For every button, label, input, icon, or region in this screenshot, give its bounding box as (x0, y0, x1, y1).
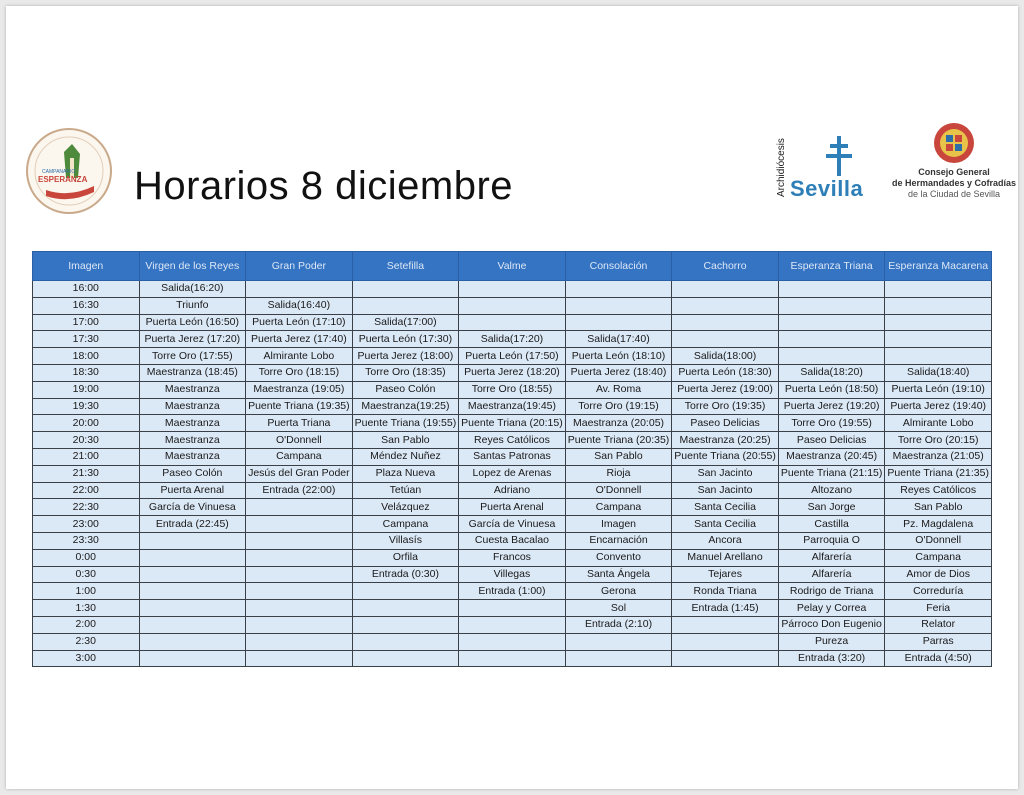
schedule-cell: Almirante Lobo (246, 348, 353, 365)
schedule-cell (139, 616, 246, 633)
table-row (33, 482, 992, 499)
schedule-cell: San Jorge (778, 499, 885, 516)
time-cell: 18:00 (33, 348, 140, 365)
schedule-cell: Puerta León (18:50) (778, 381, 885, 398)
schedule-cell: Maestranza (20:45) (778, 448, 885, 465)
schedule-cell: Tetúan (352, 482, 459, 499)
schedule-cell: Pureza (778, 633, 885, 650)
schedule-cell: Villasís (352, 532, 459, 549)
schedule-cell (565, 297, 672, 314)
schedule-cell: Puerta Jerez (17:40) (246, 331, 353, 348)
consejo-line-2: de Hermandades y Cofradías (891, 178, 1017, 188)
schedule-cell: Campana (885, 549, 992, 566)
schedule-cell (139, 532, 246, 549)
column-header: Consolación (565, 252, 672, 281)
schedule-cell: Puerta León (16:50) (139, 314, 246, 331)
schedule-cell: Puente Triana (20:15) (459, 415, 566, 432)
schedule-cell (459, 281, 566, 298)
table-row (33, 381, 992, 398)
schedule-cell: Imagen (565, 516, 672, 533)
table-row (33, 549, 992, 566)
schedule-cell (565, 650, 672, 667)
schedule-cell: Puerta Jerez (19:40) (885, 398, 992, 415)
column-header: Esperanza Triana (778, 252, 885, 281)
table-row (33, 516, 992, 533)
schedule-cell: Alfarería (778, 566, 885, 583)
schedule-cell: Salida(18:40) (885, 364, 992, 381)
table-row (33, 281, 992, 298)
schedule-cell (459, 297, 566, 314)
consejo-line-3: de la Ciudad de Sevilla (907, 189, 1001, 199)
time-cell: 1:00 (33, 583, 140, 600)
schedule-cell (459, 633, 566, 650)
consejo-seal-icon (933, 122, 975, 164)
schedule-cell: Rioja (565, 465, 672, 482)
schedule-cell (139, 600, 246, 617)
column-header: Setefilla (352, 252, 459, 281)
archdiocese-logo (776, 124, 868, 208)
time-cell: 21:30 (33, 465, 140, 482)
schedule-cell: Méndez Nuñez (352, 448, 459, 465)
schedule-cell: García de Vinuesa (139, 499, 246, 516)
cross-icon (822, 134, 856, 178)
table-row (33, 297, 992, 314)
schedule-cell: Puente Triana (20:35) (565, 432, 672, 449)
schedule-table-header (33, 252, 992, 281)
schedule-cell: Pz. Magdalena (885, 516, 992, 533)
schedule-cell: Torre Oro (18:35) (352, 364, 459, 381)
time-cell: 22:00 (33, 482, 140, 499)
schedule-cell: San Jacinto (672, 482, 779, 499)
schedule-cell: Torre Oro (18:55) (459, 381, 566, 398)
time-cell: 19:00 (33, 381, 140, 398)
time-cell: 19:30 (33, 398, 140, 415)
time-cell: 0:00 (33, 549, 140, 566)
schedule-cell (885, 281, 992, 298)
schedule-cell (139, 583, 246, 600)
table-row (33, 448, 992, 465)
schedule-cell: Maestranza (139, 448, 246, 465)
schedule-cell (246, 281, 353, 298)
schedule-cell (246, 650, 353, 667)
schedule-cell: Almirante Lobo (885, 415, 992, 432)
schedule-cell (352, 650, 459, 667)
schedule-cell (352, 600, 459, 617)
schedule-cell (459, 616, 566, 633)
schedule-cell: Puerta Arenal (459, 499, 566, 516)
schedule-cell: Entrada (22:00) (246, 482, 353, 499)
schedule-cell: Puerta León (19:10) (885, 381, 992, 398)
schedule-cell (672, 331, 779, 348)
schedule-cell: Puerta Jerez (19:20) (778, 398, 885, 415)
schedule-cell: García de Vinuesa (459, 516, 566, 533)
schedule-cell: Castilla (778, 516, 885, 533)
schedule-cell (139, 549, 246, 566)
schedule-cell: Santa Ángela (565, 566, 672, 583)
schedule-cell (565, 314, 672, 331)
schedule-cell: Puente Triana (19:55) (352, 415, 459, 432)
schedule-cell: Rodrigo de Triana (778, 583, 885, 600)
schedule-cell: Puente Triana (20:55) (672, 448, 779, 465)
schedule-cell: San Pablo (352, 432, 459, 449)
svg-text:CAMPANARIO: CAMPANARIO (42, 169, 76, 175)
schedule-cell: Torre Oro (18:15) (246, 364, 353, 381)
schedule-cell: Cuesta Bacalao (459, 532, 566, 549)
archdiocese-name: Sevilla (790, 176, 864, 201)
schedule-cell: Puerta León (18:10) (565, 348, 672, 365)
schedule-cell: Puerta León (17:30) (352, 331, 459, 348)
schedule-cell: Av. Roma (565, 381, 672, 398)
table-row (33, 348, 992, 365)
schedule-cell: Maestranza (139, 381, 246, 398)
schedule-cell (778, 281, 885, 298)
schedule-cell (885, 314, 992, 331)
schedule-cell: Puerta Jerez (18:00) (352, 348, 459, 365)
schedule-cell: Puerta León (17:10) (246, 314, 353, 331)
schedule-cell: O'Donnell (885, 532, 992, 549)
schedule-cell: Salida(17:20) (459, 331, 566, 348)
table-row (33, 398, 992, 415)
column-header: Esperanza Macarena (885, 252, 992, 281)
schedule-cell (352, 297, 459, 314)
schedule-cell: Encarnación (565, 532, 672, 549)
schedule-cell (778, 314, 885, 331)
time-cell: 17:00 (33, 314, 140, 331)
schedule-cell: Relator (885, 616, 992, 633)
column-header: Gran Poder (246, 252, 353, 281)
schedule-cell (352, 583, 459, 600)
table-row (33, 314, 992, 331)
schedule-cell: Gerona (565, 583, 672, 600)
schedule-cell: Entrada (2:10) (565, 616, 672, 633)
schedule-cell: Santas Patronas (459, 448, 566, 465)
schedule-cell: Torre Oro (19:35) (672, 398, 779, 415)
schedule-table (32, 251, 992, 667)
schedule-cell: Velázquez (352, 499, 459, 516)
schedule-cell (246, 516, 353, 533)
schedule-cell: Puerta León (18:30) (672, 364, 779, 381)
schedule-cell: Adriano (459, 482, 566, 499)
schedule-cell: Campana (352, 516, 459, 533)
schedule-cell (246, 583, 353, 600)
schedule-cell: Salida(17:40) (565, 331, 672, 348)
schedule-cell: San Jacinto (672, 465, 779, 482)
schedule-cell: Convento (565, 549, 672, 566)
schedule-cell: Entrada (1:00) (459, 583, 566, 600)
schedule-cell (778, 348, 885, 365)
schedule-cell: Paseo Colón (139, 465, 246, 482)
table-row (33, 415, 992, 432)
time-cell: 1:30 (33, 600, 140, 617)
table-row (33, 600, 992, 617)
table-row (33, 532, 992, 549)
schedule-cell: Torre Oro (19:15) (565, 398, 672, 415)
schedule-cell: Puerta Triana (246, 415, 353, 432)
schedule-cell: Reyes Católicos (459, 432, 566, 449)
schedule-cell: Torre Oro (20:15) (885, 432, 992, 449)
schedule-cell: Puente Triana (21:35) (885, 465, 992, 482)
schedule-cell: Paseo Colón (352, 381, 459, 398)
schedule-cell: Puerta León (17:50) (459, 348, 566, 365)
schedule-cell: Puerta Jerez (19:00) (672, 381, 779, 398)
schedule-cell: Campana (246, 448, 353, 465)
schedule-cell: Reyes Católicos (885, 482, 992, 499)
time-cell: 20:30 (33, 432, 140, 449)
schedule-cell: Salida(18:20) (778, 364, 885, 381)
schedule-cell (352, 281, 459, 298)
table-row (33, 650, 992, 667)
schedule-cell: Salida(18:00) (672, 348, 779, 365)
schedule-cell (459, 314, 566, 331)
schedule-cell: Maestranza (20:25) (672, 432, 779, 449)
schedule-cell (246, 532, 353, 549)
schedule-cell (885, 348, 992, 365)
time-cell: 20:00 (33, 415, 140, 432)
schedule-cell: Alfarería (778, 549, 885, 566)
schedule-cell: Salida(16:20) (139, 281, 246, 298)
time-cell: 18:30 (33, 364, 140, 381)
schedule-cell: Manuel Arellano (672, 549, 779, 566)
schedule-cell (352, 633, 459, 650)
schedule-cell: Salida(17:00) (352, 314, 459, 331)
consejo-general-logo (888, 122, 1020, 212)
table-row (33, 465, 992, 482)
schedule-cell: Entrada (1:45) (672, 600, 779, 617)
schedule-cell: Entrada (4:50) (885, 650, 992, 667)
schedule-cell: Correduría (885, 583, 992, 600)
schedule-cell: Puerta Jerez (18:20) (459, 364, 566, 381)
schedule-cell: Maestranza(19:45) (459, 398, 566, 415)
schedule-cell (885, 297, 992, 314)
time-cell: 17:30 (33, 331, 140, 348)
schedule-cell: Maestranza(19:25) (352, 398, 459, 415)
schedule-cell: Maestranza (21:05) (885, 448, 992, 465)
archdiocese-vertical-label: Archidiócesis (776, 138, 787, 198)
time-cell: 2:00 (33, 616, 140, 633)
schedule-cell (139, 633, 246, 650)
schedule-cell (246, 499, 353, 516)
schedule-cell (459, 650, 566, 667)
schedule-cell: Francos (459, 549, 566, 566)
schedule-cell (672, 650, 779, 667)
schedule-cell: Villegas (459, 566, 566, 583)
schedule-cell: O'Donnell (246, 432, 353, 449)
schedule-cell: Sol (565, 600, 672, 617)
schedule-cell (672, 297, 779, 314)
campanario-de-esperanza-logo (24, 128, 114, 214)
table-row (33, 499, 992, 516)
table-row (33, 616, 992, 633)
column-header: Cachorro (672, 252, 779, 281)
schedule-cell: Amor de Dios (885, 566, 992, 583)
schedule-cell: Puerta Jerez (17:20) (139, 331, 246, 348)
schedule-cell: Santa Cecilia (672, 516, 779, 533)
time-cell: 16:30 (33, 297, 140, 314)
time-cell: 23:30 (33, 532, 140, 549)
schedule-cell (672, 314, 779, 331)
schedule-cell: O'Donnell (565, 482, 672, 499)
header-row (33, 252, 992, 281)
schedule-cell: Jesús del Gran Poder (246, 465, 353, 482)
schedule-cell: Triunfo (139, 297, 246, 314)
schedule-cell: Entrada (3:20) (778, 650, 885, 667)
schedule-cell: Maestranza (139, 415, 246, 432)
schedule-cell: Paseo Delicias (672, 415, 779, 432)
schedule-cell (352, 616, 459, 633)
schedule-cell (246, 633, 353, 650)
schedule-cell: Maestranza (19:05) (246, 381, 353, 398)
schedule-cell: San Pablo (565, 448, 672, 465)
schedule-cell (246, 549, 353, 566)
schedule-cell: San Pablo (885, 499, 992, 516)
consejo-line-1: Consejo General (918, 167, 990, 177)
table-row (33, 331, 992, 348)
schedule-cell: Lopez de Arenas (459, 465, 566, 482)
table-row (33, 583, 992, 600)
table-row (33, 364, 992, 381)
schedule-cell (778, 331, 885, 348)
schedule-cell: Pelay y Correa (778, 600, 885, 617)
schedule-cell: Párroco Don Eugenio (778, 616, 885, 633)
schedule-cell: Torre Oro (17:55) (139, 348, 246, 365)
time-cell: 16:00 (33, 281, 140, 298)
page-title: Horarios 8 diciembre (134, 164, 514, 208)
schedule-cell (246, 616, 353, 633)
column-header: Valme (459, 252, 566, 281)
time-cell: 3:00 (33, 650, 140, 667)
schedule-cell: Altozano (778, 482, 885, 499)
schedule-cell: Entrada (22:45) (139, 516, 246, 533)
schedule-cell (565, 281, 672, 298)
schedule-cell (565, 633, 672, 650)
schedule-table-body (33, 281, 992, 667)
schedule-cell (672, 281, 779, 298)
schedule-cell: Puente Triana (19:35) (246, 398, 353, 415)
schedule-cell: Tejares (672, 566, 779, 583)
schedule-cell: Orfila (352, 549, 459, 566)
time-cell: 2:30 (33, 633, 140, 650)
table-row (33, 432, 992, 449)
schedule-cell (459, 600, 566, 617)
schedule-cell: Maestranza (139, 432, 246, 449)
schedule-cell: Plaza Nueva (352, 465, 459, 482)
time-cell: 23:00 (33, 516, 140, 533)
table-row (33, 633, 992, 650)
schedule-cell: Puerta Jerez (18:40) (565, 364, 672, 381)
time-cell: 21:00 (33, 448, 140, 465)
schedule-cell: Ancora (672, 532, 779, 549)
schedule-cell (139, 566, 246, 583)
schedule-cell (139, 650, 246, 667)
schedule-cell (778, 297, 885, 314)
schedule-cell: Puerta Arenal (139, 482, 246, 499)
column-header: Virgen de los Reyes (139, 252, 246, 281)
time-cell: 0:30 (33, 566, 140, 583)
schedule-cell: Maestranza (139, 398, 246, 415)
schedule-cell (246, 600, 353, 617)
schedule-cell: Maestranza (20:05) (565, 415, 672, 432)
table-row (33, 566, 992, 583)
schedule-cell: Maestranza (18:45) (139, 364, 246, 381)
svg-text:ESPERANZA: ESPERANZA (38, 175, 88, 184)
schedule-cell: Salida(16:40) (246, 297, 353, 314)
schedule-cell (246, 566, 353, 583)
schedule-cell: Campana (565, 499, 672, 516)
column-header: Imagen (33, 252, 140, 281)
schedule-cell: Paseo Delicias (778, 432, 885, 449)
time-cell: 22:30 (33, 499, 140, 516)
schedule-cell (885, 331, 992, 348)
schedule-cell: Torre Oro (19:55) (778, 415, 885, 432)
schedule-cell: Entrada (0:30) (352, 566, 459, 583)
schedule-cell: Parras (885, 633, 992, 650)
schedule-cell: Ronda Triana (672, 583, 779, 600)
schedule-cell: Feria (885, 600, 992, 617)
schedule-cell: Parroquia O (778, 532, 885, 549)
schedule-cell (672, 616, 779, 633)
schedule-cell: Puente Triana (21:15) (778, 465, 885, 482)
schedule-cell: Santa Cecilia (672, 499, 779, 516)
schedule-cell (672, 633, 779, 650)
